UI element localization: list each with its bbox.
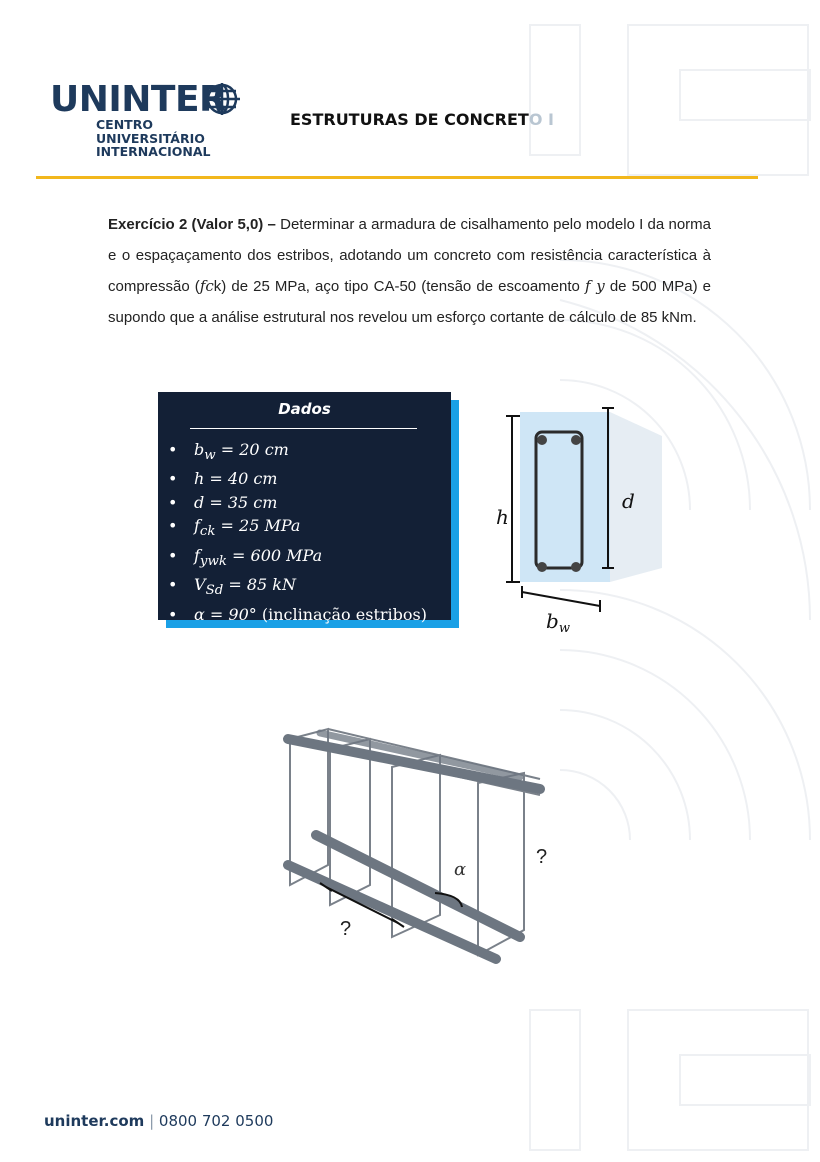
rebar-bottom-right [571,562,581,572]
globe-icon [198,82,246,116]
data-item-fywk: • $f_{ywk} = 600$ MPa [168,545,323,569]
label-d: d [622,489,635,513]
logo-subtitle: CENTRO UNIVERSITÁRIO INTERNACIONAL [96,117,211,159]
alpha-label: α [454,859,467,880]
question-height: ? [536,846,548,868]
data-item-d: • d = 35 cm [168,492,278,512]
data-item-fck: • $f_{ck} = 25$ MPa [168,516,301,540]
rebar-bottom-left [537,562,547,572]
course-title: ESTRUTURAS DE CONCRETO I [290,110,554,129]
data-list [168,438,427,626]
data-item-vsd: • $V_{Sd} = 85$ kN [168,575,296,599]
beam-side-face [610,412,662,582]
label-h: h [496,505,509,529]
beam-section-figure [490,400,680,640]
rebar-top-right [571,435,581,445]
rebar-top-left [537,435,547,445]
footer-phone: 0800 702 0500 [158,1112,274,1130]
data-card-title: Dados [278,400,331,418]
footer-site: uninter.com [44,1112,145,1130]
logo-wordmark: UNINTER [50,79,227,120]
beam-front-face [520,412,610,582]
data-card [158,392,451,624]
data-card-divider [190,428,417,429]
data-item-alpha: • α = 90° (inclinação estribos) [168,604,427,624]
footer-contact: uninter.com | 0800 702 0500 [44,1112,274,1130]
data-item-h: • h = 40 cm [168,469,278,489]
rebar-cage-figure [270,715,570,975]
header-divider [36,176,758,179]
exercise-statement: Exercício 2 (Valor 5,0) – Determinar a armadura de cisalhamento pelo modelo I da norma e o espaçaçamento dos estribos, adotando um concreto com resistência característica à compressão (fck) de 25 MPa, aço tipo CA-50 (tensão de escoamento f y de 500 MPa) e supondo que a análise estrutural nos revelou um esforço cortante de cálculo de 85 kNm. [108,216,712,326]
longitudinal-bars [288,733,540,959]
question-spacing: ? [340,918,352,940]
data-item-bw: • $b_w = 20$ cm [168,440,289,464]
exercise-label: Exercício 2 (Valor 5,0) – [108,216,276,233]
label-bw: $b_w$ [546,609,570,636]
